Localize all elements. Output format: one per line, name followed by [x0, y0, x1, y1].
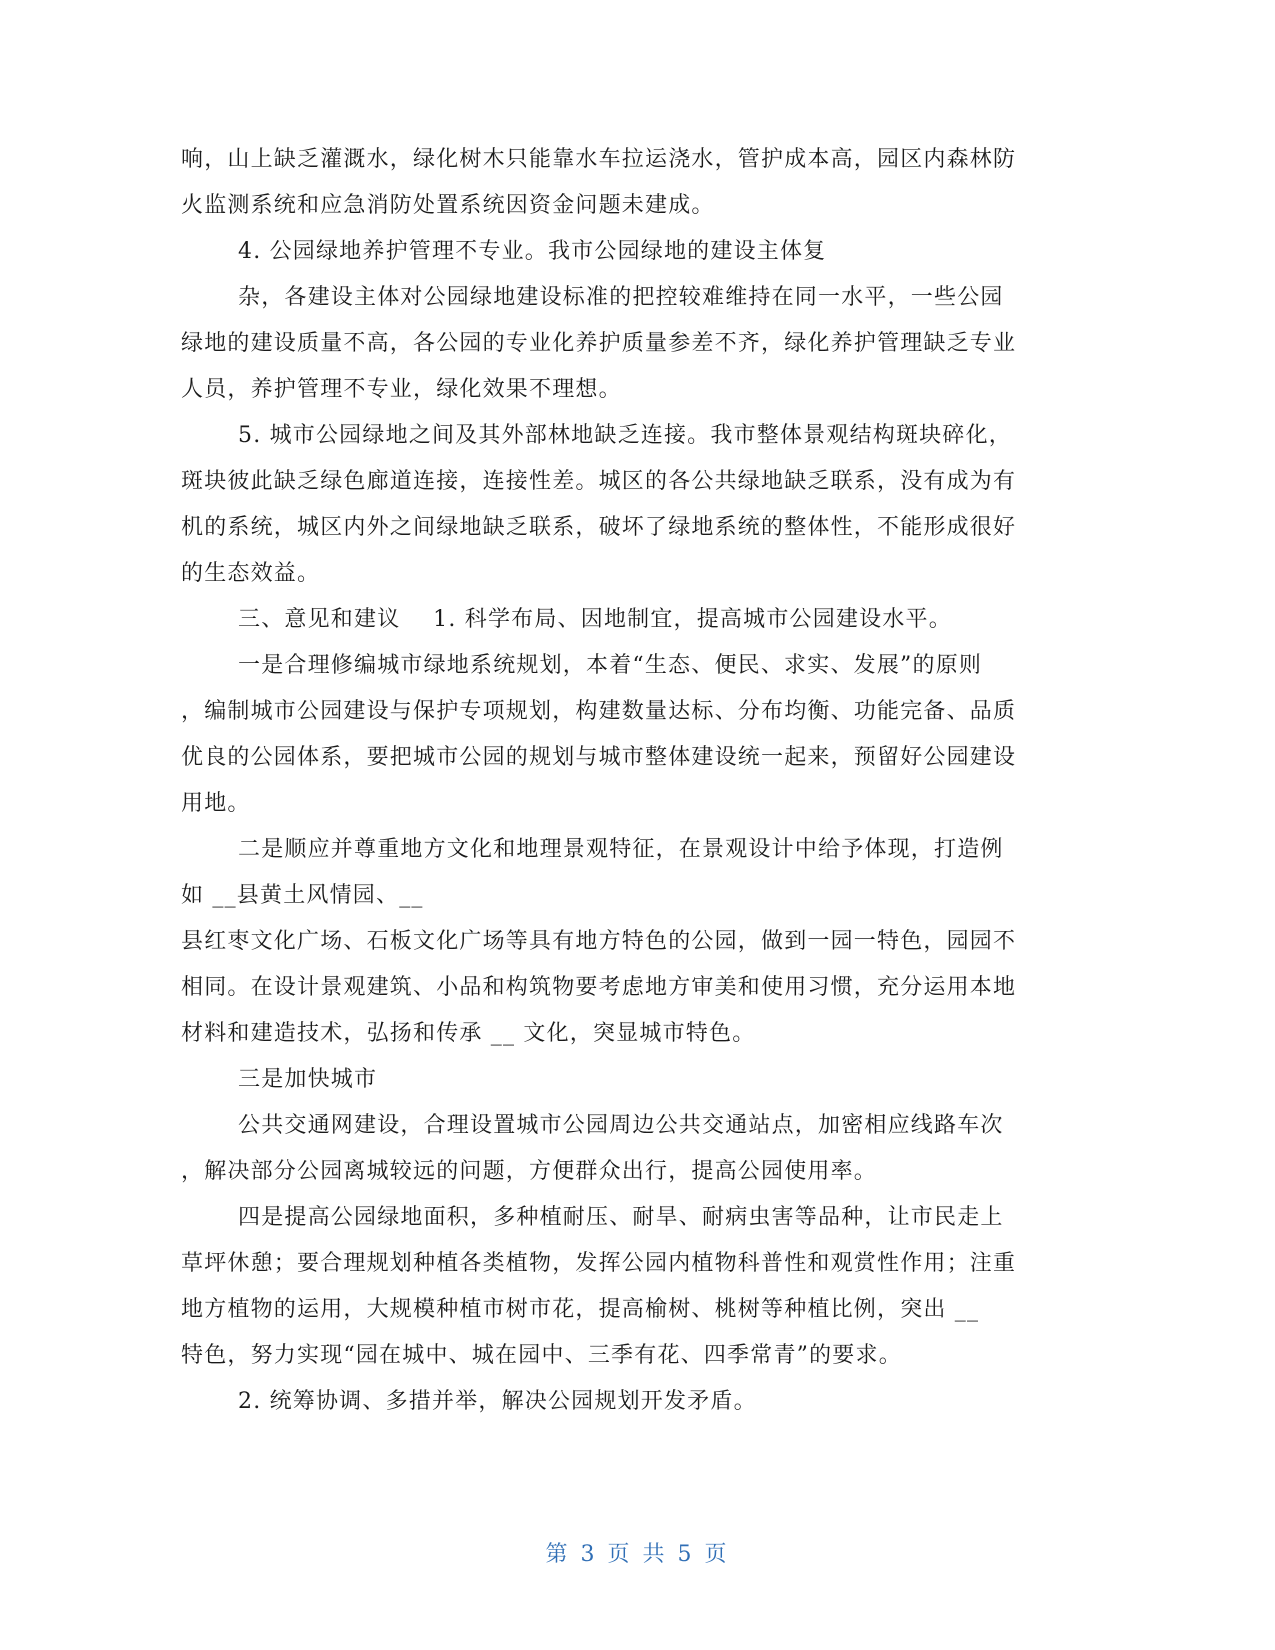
text-line: 4. 公园绿地养护管理不专业。我市公园绿地的建设主体复: [238, 239, 827, 264]
text-line: 响，山上缺乏灌溉水，绿化树木只能靠水车拉运浇水，管护成本高，园区内森林防: [181, 147, 1017, 172]
text-line: 县红枣文化广场、石板文化广场等具有地方特色的公园，做到一园一特色，园园不: [181, 929, 1017, 954]
text-line: 杂，各建设主体对公园绿地建设标准的把控较难维持在同一水平，一些公园: [238, 285, 1004, 310]
text-line: 优良的公园体系，要把城市公园的规划与城市整体建设统一起来，预留好公园建设: [181, 745, 1017, 770]
text-line: 火监测系统和应急消防处置系统因资金问题未建成。: [181, 193, 715, 218]
text-line: 斑块彼此缺乏绿色廊道连接，连接性差。城区的各公共绿地缺乏联系，没有成为有: [181, 469, 1017, 494]
text-line: 相同。在设计景观建筑、小品和构筑物要考虑地方审美和使用习惯，充分运用本地: [181, 975, 1017, 1000]
text-line: 地方植物的运用，大规模种植市树市花，提高榆树、桃树等种植比例，突出 __: [181, 1297, 980, 1322]
text-line: 用地。: [181, 791, 251, 816]
text-line: 三、意见和建议 1. 科学布局、因地制宜，提高城市公园建设水平。: [238, 607, 952, 632]
text-line: 公共交通网建设，合理设置城市公园周边公共交通站点，加密相应线路车次: [238, 1113, 1004, 1138]
text-line: 三是加快城市: [238, 1067, 378, 1092]
text-line: 材料和建造技术，弘扬和传承 __ 文化，突显城市特色。: [181, 1021, 756, 1046]
text-line: 机的系统，城区内外之间绿地缺乏联系，破坏了绿地系统的整体性，不能形成很好: [181, 515, 1017, 540]
text-line: ，解决部分公园离城较远的问题，方便群众出行，提高公园使用率。: [181, 1159, 878, 1184]
text-line: 草坪休憩；要合理规划种植各类植物，发挥公园内植物科普性和观赏性作用；注重: [181, 1251, 1017, 1276]
text-line: ，编制城市公园建设与保护专项规划，构建数量达标、分布均衡、功能完备、品质: [181, 699, 1017, 724]
text-line: 二是顺应并尊重地方文化和地理景观特征，在景观设计中给予体现，打造例: [238, 837, 1004, 862]
text-line: 特色，努力实现“园在城中、城在园中、三季有花、四季常青”的要求。: [181, 1343, 902, 1368]
text-line: 四是提高公园绿地面积，多种植耐压、耐旱、耐病虫害等品种，让市民走上: [238, 1205, 1004, 1230]
text-line: 5. 城市公园绿地之间及其外部林地缺乏连接。我市整体景观结构斑块碎化，: [238, 423, 1012, 448]
text-line: 一是合理修编城市绿地系统规划，本着“生态、便民、求实、发展”的原则: [238, 653, 983, 678]
page-number-footer: 第 3 页 共 5 页: [545, 1542, 730, 1567]
text-line: 的生态效益。: [181, 561, 321, 586]
text-line: 如 __县黄土风情园、__: [181, 883, 424, 908]
text-line: 2. 统筹协调、多措并举，解决公园规划开发矛盾。: [238, 1389, 757, 1414]
text-line: 绿地的建设质量不高，各公园的专业化养护质量参差不齐，绿化养护管理缺乏专业: [181, 331, 1017, 356]
text-line: 人员，养护管理不专业，绿化效果不理想。: [181, 377, 622, 402]
